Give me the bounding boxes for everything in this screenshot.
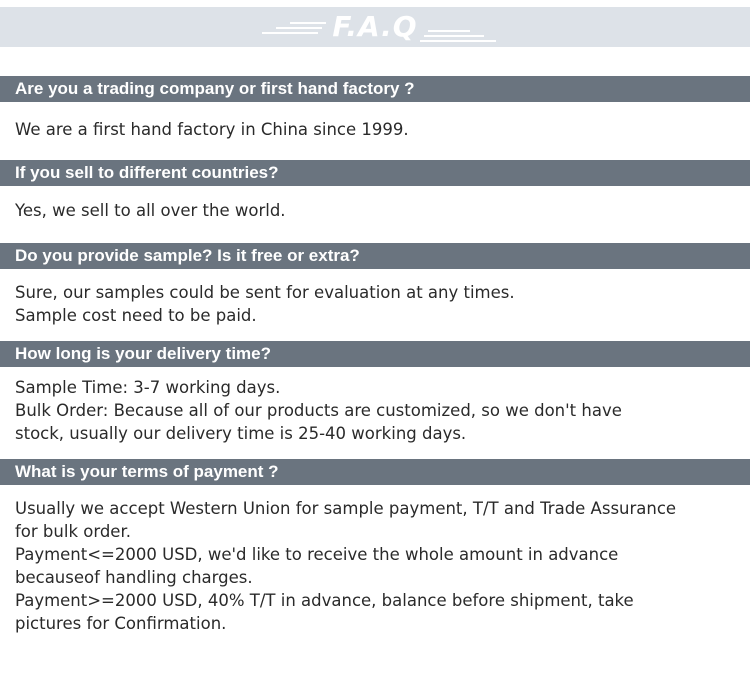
faq-answer-2: [15, 199, 735, 222]
faq-answer-4-line-1: Sample Time: 3-7 working days.: [15, 378, 281, 397]
faq-banner: [0, 7, 750, 47]
faq-question-3: Do you provide sample? Is it free or extra?: [0, 243, 750, 269]
faq-answer-5-line-2: for bulk order.: [15, 522, 131, 541]
faq-answer-4-line-2: Bulk Order: Because all of our products are customized, so we don't have: [15, 401, 622, 420]
faq-question-5: What is your terms of payment ?: [0, 459, 750, 485]
faq-answer-5-line-4: becauseof handling charges.: [15, 568, 253, 587]
faq-answer-2-line-1: Yes, we sell to all over the world.: [15, 201, 286, 220]
faq-answer-3-line-1: Sure, our samples could be sent for evaluation at any times.: [15, 283, 515, 302]
faq-answer-5: [15, 497, 735, 635]
faq-answer-1: [15, 118, 735, 141]
faq-answer-3-line-2: Sample cost need to be paid.: [15, 306, 257, 325]
faq-answer-4: [15, 376, 735, 445]
faq-answer-4-line-3: stock, usually our delivery time is 25-40 working days.: [15, 424, 467, 443]
faq-question-2: If you sell to different countries?: [0, 160, 750, 186]
faq-title: F.A.Q: [332, 10, 418, 43]
faq-answer-5-line-1: Usually we accept Western Union for sample payment, T/T and Trade Assurance: [15, 499, 677, 518]
faq-answer-3: [15, 281, 735, 327]
faq-answer-1-line-1: We are a first hand factory in China since 1999.: [15, 120, 409, 139]
faq-answer-5-line-3: Payment<=2000 USD, we'd like to receive the whole amount in advance: [15, 545, 619, 564]
faq-answer-5-line-5: Payment>=2000 USD, 40% T/T in advance, balance before shipment, take: [15, 591, 634, 610]
faq-answer-5-line-6: pictures for Confirmation.: [15, 614, 227, 633]
faq-question-1: Are you a trading company or first hand factory ?: [0, 76, 750, 102]
faq-question-4: How long is your delivery time?: [0, 341, 750, 367]
